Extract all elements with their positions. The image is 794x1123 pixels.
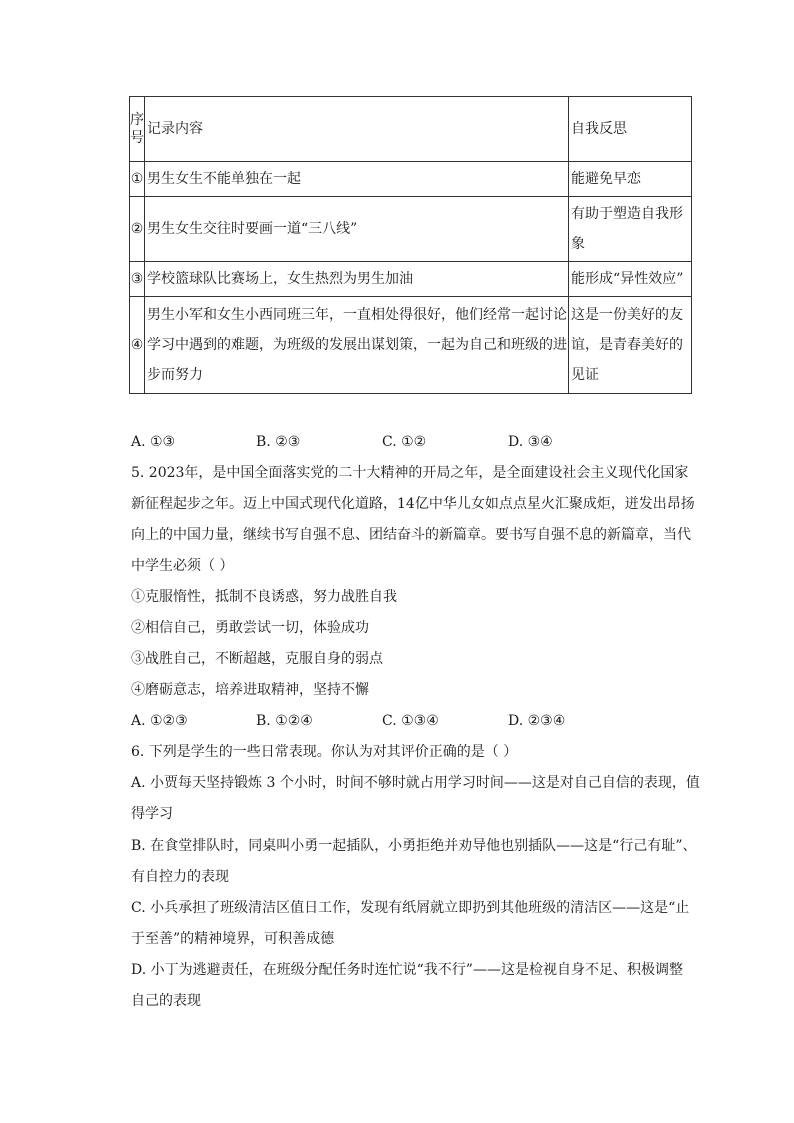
- reflection-line: 有助于塑造自我形: [571, 206, 684, 222]
- content-line: 男生小军和女生小西同班三年，一直相处得很好，他们经常一起讨论: [147, 307, 567, 323]
- q5-option-c: C. ①③④: [382, 713, 439, 729]
- q4-option-c: C. ①②: [382, 434, 427, 450]
- content-line: 步而努力: [147, 367, 203, 383]
- row-content: 男生女生不能单独在一起: [145, 162, 569, 197]
- q6-option-b: B. 在食堂排队时，同桌叫小勇一起插队，小勇拒绝并劝导他也别插队——这是“行己有耻”、: [131, 838, 697, 854]
- q5-item: ③战胜自己，不断超越，克服自身的弱点: [131, 651, 383, 667]
- row-reflection: [569, 297, 692, 394]
- content-line: 学习中遇到的难题，为班级的发展出谋划策，一起为自己和班级的进: [147, 337, 567, 353]
- q4-option-b: B. ②③: [256, 434, 301, 450]
- q6-option-c-cont: 于至善”的精神境界，可积善成德: [131, 931, 335, 947]
- q6-option-a: A. 小贾每天坚持锻炼 3 个小时，时间不够时就占用学习时间——这是对自己自信的表现，值: [131, 775, 700, 791]
- q4-option-d: D. ③④: [508, 434, 553, 450]
- row-content: 学校篮球队比赛场上，女生热烈为男生加油: [145, 262, 569, 297]
- table-row: [130, 162, 692, 197]
- row-reflection: 能避免早恋: [569, 162, 692, 197]
- q5-stem-line: 中学生必须（ ）: [131, 558, 234, 574]
- reflection-line: 这是一份美好的友: [571, 307, 684, 323]
- reflection-line: 象: [571, 236, 586, 252]
- q6-option-d: D. 小丁为逃避责任，在班级分配任务时连忙说“我不行”——这是检视自身不足、积极调整: [131, 962, 683, 978]
- q5-stem-line: 新征程起步之年。迈上中国式现代化道路，14亿中华儿女如点点星火汇聚成炬，迸发出昂扬: [131, 496, 695, 512]
- row-content: [145, 297, 569, 394]
- header-no: 序号: [130, 97, 145, 162]
- q6-stem: 6. 下列是学生的一些日常表现。你认为对其评价正确的是（ ）: [131, 744, 518, 760]
- header-reflection: 自我反思: [569, 97, 692, 162]
- q6-option-a-cont: 得学习: [131, 806, 173, 822]
- row-no: ③: [130, 262, 145, 297]
- row-reflection: [569, 197, 692, 262]
- q5-option-a: A. ①②③: [131, 713, 188, 729]
- q5-option-b: B. ①②④: [256, 713, 313, 729]
- reflection-line: 谊，是青春美好的: [571, 337, 684, 353]
- reflection-line: 见证: [571, 367, 600, 383]
- row-no: ①: [130, 162, 145, 197]
- row-content: 男生女生交往时要画一道“三八线”: [145, 197, 569, 262]
- q6-option-b-cont: 有自控力的表现: [131, 869, 229, 885]
- q4-option-a: A. ①③: [131, 434, 176, 450]
- q5-item: ④磨砺意志，培养进取精神，坚持不懈: [131, 682, 369, 698]
- table-header-row: [130, 97, 692, 162]
- table-row: [130, 197, 692, 262]
- q5-item: ②相信自己，勇敢尝试一切，体验成功: [131, 620, 369, 636]
- q6-option-d-cont: 自己的表现: [131, 993, 201, 1009]
- q5-item: ①克服惰性，抵制不良诱惑，努力战胜自我: [131, 589, 397, 605]
- record-table: [129, 96, 692, 394]
- row-no: ④: [130, 297, 145, 394]
- row-no: ②: [130, 197, 145, 262]
- q5-option-d: D. ②③④: [508, 713, 566, 729]
- q5-stem-line: 向上的中国力量，继续书写自强不息、团结奋斗的新篇章。要书写自强不息的新篇章，当代: [131, 527, 691, 543]
- header-content: 记录内容: [145, 97, 569, 162]
- table-row: [130, 262, 692, 297]
- row-reflection: 能形成“异性效应”: [569, 262, 692, 297]
- q6-option-c: C. 小兵承担了班级清洁区值日工作，发现有纸屑就立即扔到其他班级的清洁区——这是“止: [131, 900, 690, 916]
- table-row: [130, 297, 692, 394]
- q5-stem-line: 5. 2023年，是中国全面落实党的二十大精神的开局之年，是全面建设社会主义现代化国家: [131, 465, 689, 481]
